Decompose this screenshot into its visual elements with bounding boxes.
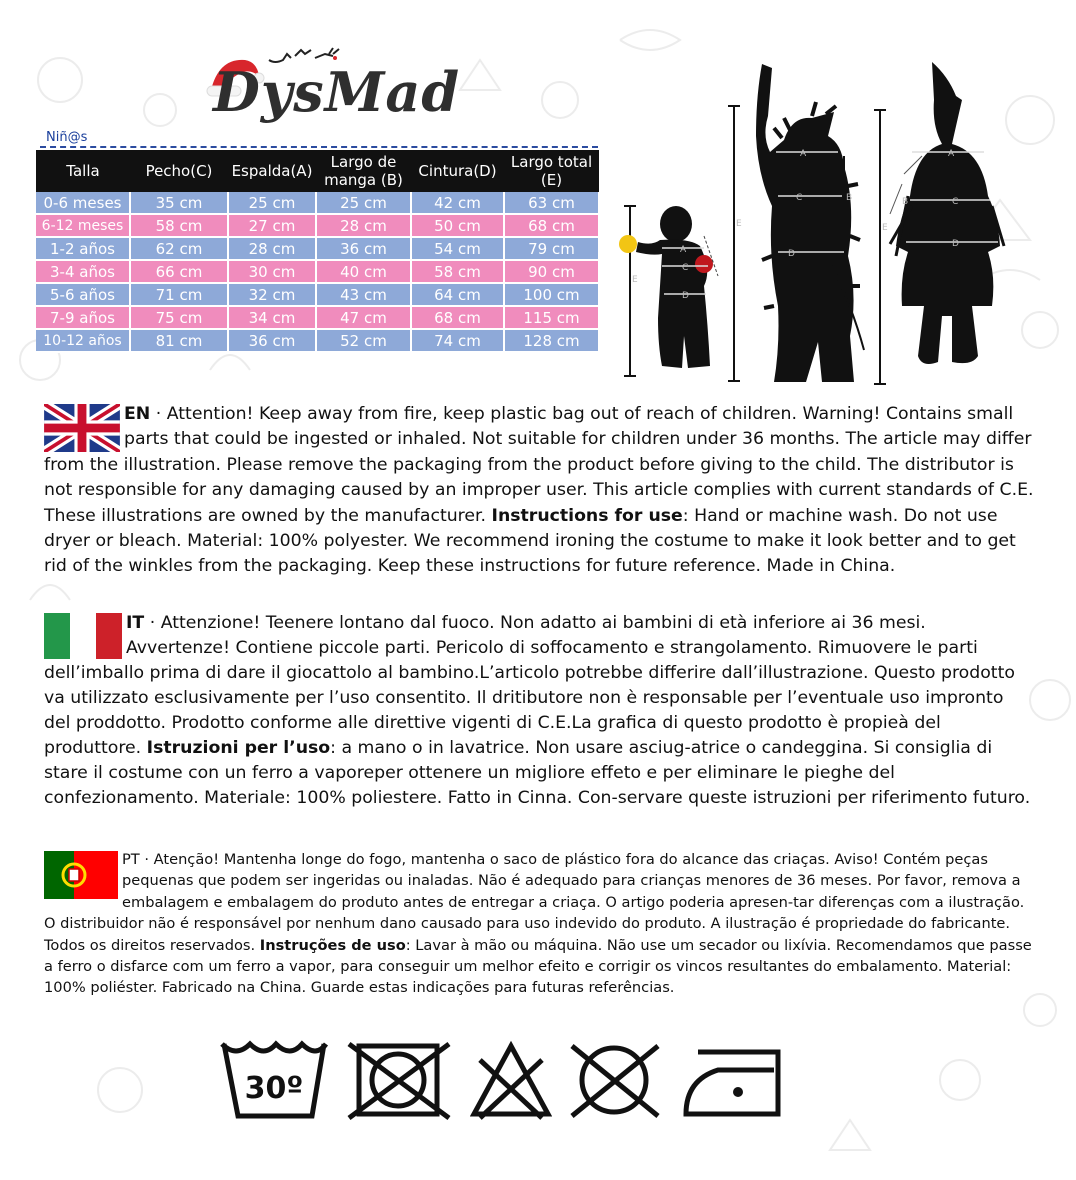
table-cell: 100 cm — [504, 283, 599, 306]
table-cell: 115 cm — [504, 306, 599, 329]
warning-text: · Attenzione! Teenere lontano dal fuoco. Non adatto ai bambini di età inferiore ai 36 mesi. Avvertenze! Contiene piccole parti. Pericolo di soffocamento e strangolamento. Rimuovere le parti dell’imballo prima di dare il giocattolo al bambino.L’articolo potrebbe differire dall’illustrazione. Questo prodotto va utilizzato esclusivamente per l’uso consentito. Il dritibutore non è responsable per l’eventuale uso impronto del proddotto. Prodotto conforme alle direttive vigenti di C.E.La grafica di questo prodotto è propieà del produttore. — [44, 613, 1015, 758]
table-row — [36, 237, 599, 260]
no-tumble-dry-icon — [345, 1040, 457, 1120]
table-cell: 63 cm — [504, 192, 599, 214]
table-cell: 5-6 años — [36, 283, 130, 306]
warning-it — [44, 611, 1034, 811]
table-cell: 62 cm — [130, 237, 228, 260]
table-cell: 27 cm — [228, 214, 316, 237]
label-a: A — [800, 149, 807, 159]
table-row — [36, 306, 599, 329]
table-cell: 54 cm — [411, 237, 504, 260]
table-cell: 25 cm — [228, 192, 316, 214]
measurement-silhouettes — [612, 56, 1032, 396]
table-cell: 0-6 meses — [36, 192, 130, 214]
table-cell: 42 cm — [411, 192, 504, 214]
iron-low-icon — [682, 1040, 784, 1120]
header-espalda: Espalda(A) — [228, 150, 316, 192]
table-cell: 68 cm — [411, 306, 504, 329]
instructions-heading: Instructions for use — [491, 505, 683, 526]
table-cell: 30 cm — [228, 260, 316, 283]
table-row — [36, 192, 599, 214]
table-cell: 43 cm — [316, 283, 411, 306]
label-c: C — [952, 197, 959, 207]
header-largo-total: Largo total (E) — [504, 150, 599, 192]
table-cell: 66 cm — [130, 260, 228, 283]
label-e: E — [632, 275, 638, 285]
table-row — [36, 329, 599, 352]
flag-portugal-icon — [44, 851, 118, 899]
label-d: D — [682, 291, 689, 301]
table-cell: 58 cm — [130, 214, 228, 237]
table-cell: 34 cm — [228, 306, 316, 329]
table-cell: 10-12 años — [36, 329, 130, 352]
instructions-heading: Istruzioni per l’uso — [146, 738, 331, 758]
label-a: A — [680, 245, 687, 255]
brand-logo — [205, 52, 465, 132]
warning-text: : a mano o in lavatrice. Non usare asciug-atrice o candeggina. Si consiglia di stare il costume con un ferro a vaporeper ottenere un migliore effeto e per eliminare le pieghe del confezionamento. Materiale: 100% poliestere. Fatto in Cinna. Con-servare queste istruzioni per riferimento futuro. — [44, 738, 1031, 808]
table-header-row — [36, 150, 599, 192]
table-cell: 40 cm — [316, 260, 411, 283]
warning-text: : Lavar à mão ou máquina. Não use um secador ou lixívia. Recomendamos que passe a ferro o disfarce com um ferro a vapor, para conseguir um melhor efeito e corrigir os vincos resultantes do embalamento. Material: 100% poliéster. Fabricado na China. Guarde estas indicações para futuras referências. — [44, 936, 1032, 997]
table-cell: 28 cm — [228, 237, 316, 260]
warning-pt — [44, 849, 1034, 999]
table-cell: 79 cm — [504, 237, 599, 260]
label-b: B — [902, 197, 909, 207]
label-b: B — [846, 193, 853, 203]
table-row — [36, 283, 599, 306]
table-cell: 28 cm — [316, 214, 411, 237]
table-cell: 75 cm — [130, 306, 228, 329]
table-cell: 6-12 meses — [36, 214, 130, 237]
header-pecho: Pecho(C) — [130, 150, 228, 192]
lang-code-it: IT — [126, 613, 145, 633]
header-largo-manga: Largo de manga (B) — [316, 150, 411, 192]
table-cell: 3-4 años — [36, 260, 130, 283]
table-cell: 50 cm — [411, 214, 504, 237]
table-cell: 35 cm — [130, 192, 228, 214]
header-cintura: Cintura(D) — [411, 150, 504, 192]
adult-costume-silhouette-icon — [728, 64, 864, 382]
table-cell: 25 cm — [316, 192, 411, 214]
table-cell: 81 cm — [130, 329, 228, 352]
table-row — [36, 214, 599, 237]
table-cell: 64 cm — [411, 283, 504, 306]
toddler-silhouette-icon — [619, 206, 718, 376]
warning-text: · Atenção! Mantenha longe do fogo, mantenha o saco de plástico fora do alcance das criaças. Aviso! Contém peças pequenas que podem ser ingeridas ou inaladas. Não é adequado para crianças menores de 36 meses. Por favor, remova a embalagem e embalagem do produto antes de entregar a criaça. O artigo poderia apresen-tar diferenças com a ilustração. O distribuidor não é responsável por nenhum dano causado para uso indevido do produto. A ilustração é propriedade do fabricante. Todos os direitos reservados. — [44, 851, 1025, 954]
size-chart-table — [36, 150, 600, 353]
warning-text: · Attention! Keep away from fire, keep plastic bag out of reach of children. Warning! Contains small parts that could be ingested or inhaled. Not suitable for children under 36 months. The article may differ from the illustration. Please remove the packaging from the product before giving to the child. The distributor is not responsible for any damaging caused by an improper user. This article complies with current standards of C.E. These illustrations are owned by the manufacturer. — [44, 404, 1034, 526]
table-cell: 36 cm — [228, 329, 316, 352]
table-cell: 32 cm — [228, 283, 316, 306]
lang-code-en: EN — [124, 404, 151, 424]
instructions-heading: Instruções de uso — [259, 936, 406, 954]
header-talla: Talla — [36, 150, 130, 192]
no-dry-clean-icon — [566, 1040, 664, 1120]
no-bleach-icon — [470, 1040, 552, 1120]
label-e: E — [736, 219, 742, 229]
table-cell: 58 cm — [411, 260, 504, 283]
table-cell: 36 cm — [316, 237, 411, 260]
table-row — [36, 260, 599, 283]
label-d: D — [788, 249, 795, 259]
flag-italy-icon — [44, 613, 122, 659]
child-costume-silhouette-icon — [874, 62, 1004, 384]
lang-code-pt: PT — [122, 851, 140, 868]
size-chart-label: Niñ@s — [46, 130, 88, 145]
table-cell: 52 cm — [316, 329, 411, 352]
warning-text: : Hand or machine wash. Do not use dryer or bleach. Material: 100% polyester. We recommend ironing the costume to make it look better and to get rid of the winkles from the packaging. Keep these instructions for future reference. Made in China. — [44, 505, 1016, 577]
table-cell: 47 cm — [316, 306, 411, 329]
table-cell: 7-9 años — [36, 306, 130, 329]
label-a: A — [948, 149, 955, 159]
label-c: C — [682, 263, 689, 273]
table-cell: 71 cm — [130, 283, 228, 306]
label-e: E — [882, 223, 888, 233]
table-cell: 1-2 años — [36, 237, 130, 260]
table-cell: 90 cm — [504, 260, 599, 283]
wash-30-icon — [218, 1040, 330, 1120]
label-c: C — [796, 193, 803, 203]
logo-wordmark: DysMad — [213, 60, 461, 124]
wash-temp-label: 30º — [244, 1071, 304, 1106]
divider — [40, 146, 598, 148]
warning-en — [44, 402, 1034, 580]
label-d: D — [952, 239, 959, 249]
flag-uk-icon — [44, 404, 120, 452]
table-cell: 74 cm — [411, 329, 504, 352]
table-cell: 68 cm — [504, 214, 599, 237]
table-cell: 128 cm — [504, 329, 599, 352]
